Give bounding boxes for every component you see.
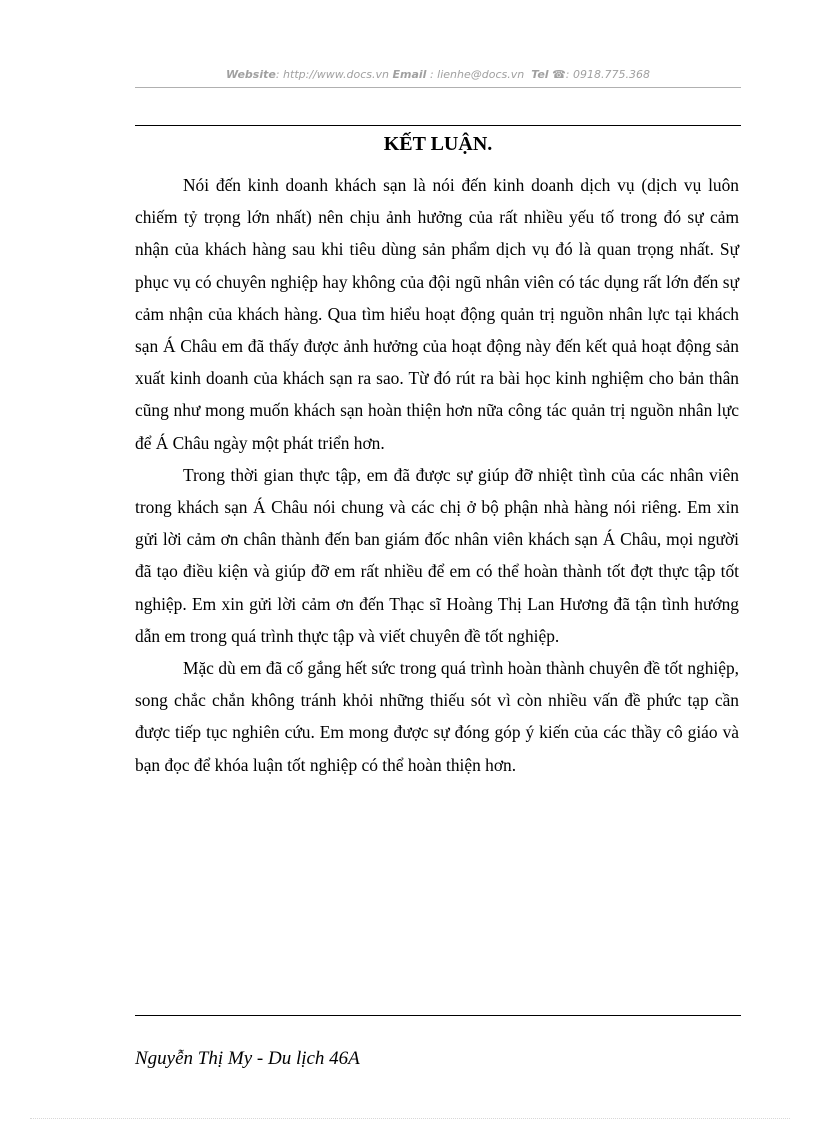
paragraph: Nói đến kinh doanh khách sạn là nói đến kinh doanh dịch vụ (dịch vụ luôn chiếm tỷ trọng lớn nhất) nên chịu ảnh hưởng của rất nhiều yếu tố trong đó sự cảm nhận của khách hàng sau khi tiêu dùng sản phẩm dịch vụ đó là quan trọng nhất. Sự phục vụ có chuyên nghiệp hay không của đội ngũ nhân viên có tác dụng rất lớn đến sự cảm nhận của khách hàng. Qua tìm hiểu hoạt động quản trị nguồn nhân lực tại khách sạn Á Châu em đã thấy được ảnh hưởng của hoạt động này đến kết quả hoạt động sản xuất kinh doanh của khách sạn ra sao. Từ đó rút ra bài học kinh nghiệm cho bản thân cũng như mong muốn khách sạn hoàn thiện hơn nữa công tác quản trị nguồn nhân lực để Á Châu ngày một phát triển hơn.	[135, 175, 739, 453]
phone-icon: ☎	[552, 68, 566, 81]
page-title: KẾT LUẬN.	[383, 133, 493, 155]
body-text	[135, 169, 739, 781]
top-divider	[135, 125, 741, 126]
bottom-divider	[135, 1015, 741, 1016]
paragraph: Trong thời gian thực tập, em đã được sự giúp đỡ nhiệt tình của các nhân viên trong khách sạn Á Châu nói chung và các chị ở bộ phận nhà hàng nói riêng. Em xin gửi lời cảm ơn chân thành đến ban giám đốc nhân viên khách sạn Á Châu, mọi người đã tạo điều kiện và giúp đỡ em rất nhiều để em có thể hoàn thành tốt đợt thực tập tốt nghiệp. Em xin gửi lời cảm ơn đến Thạc sĩ Hoàng Thị Lan Hương đã tận tình hướng dẫn em trong quá trình thực tập và viết chuyên đề tốt nghiệp.	[135, 464, 739, 646]
website-label: Website	[226, 68, 276, 81]
page-header	[135, 68, 741, 81]
paragraph: Mặc dù em đã cố gắng hết sức trong quá trình hoàn thành chuyên đề tốt nghiệp, song chắc chắn không tránh khỏi những thiếu sót vì còn nhiều vấn đề phức tạp cần được tiếp tục nghiên cứu. Em mong được sự đóng góp ý kiến của các thầy cô giáo và bạn đọc để khóa luận tốt nghiệp có thể hoàn thiện hơn.	[135, 658, 739, 775]
page-edge-dotted-line	[30, 1118, 790, 1119]
email-value: : lienhe@docs.vn	[429, 68, 525, 81]
tel-value: : 0918.775.368	[565, 68, 650, 81]
footer-author: Nguyễn Thị My - Du lịch 46A	[135, 1048, 360, 1069]
email-label: Email	[392, 68, 427, 81]
header-divider	[135, 87, 741, 88]
website-value: : http://www.docs.vn	[275, 68, 390, 81]
tel-label: Tel	[531, 68, 549, 81]
